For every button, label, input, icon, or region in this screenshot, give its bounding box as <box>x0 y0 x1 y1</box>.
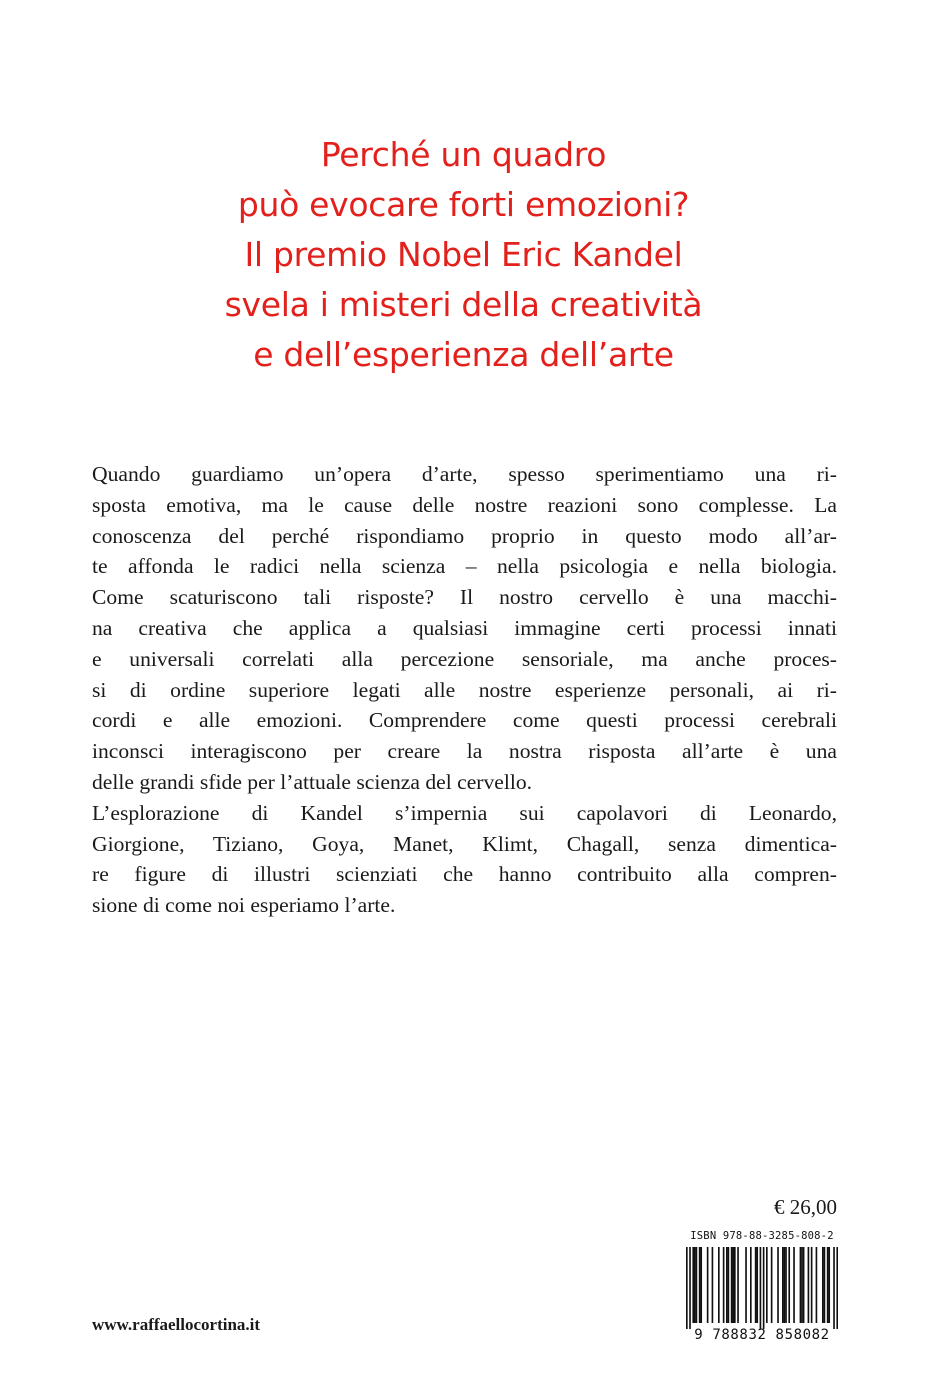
isbn-label: ISBN 978-88-3285-808-2 <box>690 1230 834 1242</box>
barcode-bar <box>686 1247 688 1329</box>
blurb-line: sione di come noi esperiamo l’arte. <box>92 893 396 918</box>
barcode-bar <box>811 1247 813 1323</box>
barcode-bar <box>777 1247 779 1323</box>
barcode-bar <box>723 1247 725 1323</box>
barcode-bar <box>800 1247 802 1323</box>
barcode-bar <box>734 1247 736 1323</box>
barcode <box>686 1230 838 1346</box>
barcode-bar <box>707 1247 709 1323</box>
barcode-bar <box>728 1247 730 1323</box>
barcode-bar <box>763 1247 765 1329</box>
blurb-line: sposta emotiva, ma le cause delle nostre reazioni sono complesse. La <box>92 492 837 517</box>
barcode-bar <box>816 1247 818 1323</box>
blurb-line: Giorgione, Tiziano, Goya, Manet, Klimt, Chagall, senza dimentica- <box>92 831 837 856</box>
barcode-bar <box>836 1247 838 1329</box>
barcode-bar <box>766 1247 768 1323</box>
barcode-bar <box>732 1247 734 1323</box>
blurb-line: te affonda le radici nella scienza – nella psicologia e nella biologia. <box>92 554 837 579</box>
barcode-bar <box>699 1247 701 1323</box>
barcode-bar <box>771 1247 773 1323</box>
price-label: € 26,00 <box>774 1195 837 1219</box>
barcode-bar <box>822 1247 824 1323</box>
barcode-bars <box>686 1247 838 1329</box>
blurb-line: inconsci interagiscono per creare la nostra risposta all’arte è una <box>92 739 837 764</box>
blurb-line: si di ordine superiore legati alle nostre esperienze personali, ai ri- <box>92 677 837 702</box>
barcode-bar <box>808 1247 810 1323</box>
barcode-bar <box>718 1247 720 1323</box>
barcode-bar <box>731 1247 733 1323</box>
headline-line: può evocare forti emozioni? <box>237 185 690 224</box>
barcode-bar <box>689 1247 691 1329</box>
barcode-bar <box>828 1247 830 1323</box>
blurb-line: L’esplorazione di Kandel s’impernia sui capolavori di Leonardo, <box>92 800 837 825</box>
barcode-bar <box>692 1247 694 1323</box>
blurb-line: na creativa che applica a qualsiasi immagine certi processi innati <box>92 615 837 640</box>
barcode-bar <box>793 1247 795 1323</box>
blurb-text <box>92 459 837 921</box>
headline-line: svela i misteri della creatività <box>224 285 703 324</box>
blurb-line: conoscenza del perché rispondiamo proprio in questo modo all’ar- <box>92 523 837 548</box>
barcode-bar <box>750 1247 752 1323</box>
headline-line: Il premio Nobel Eric Kandel <box>244 235 683 274</box>
barcode-bar <box>827 1247 829 1323</box>
barcode-bar <box>737 1247 739 1323</box>
barcode-bar <box>782 1247 784 1323</box>
blurb-line: delle grandi sfide per l’attuale scienza del cervello. <box>92 769 533 794</box>
barcode-bar <box>760 1247 762 1329</box>
headline <box>60 130 867 380</box>
barcode-bar <box>785 1247 787 1323</box>
barcode-bar <box>833 1247 835 1329</box>
blurb-line: re figure di illustri scienziati che hanno contribuito alla compren- <box>92 862 837 887</box>
barcode-bar <box>824 1247 826 1323</box>
publisher-website: www.raffaellocortina.it <box>92 1315 261 1334</box>
barcode-bar <box>801 1247 803 1323</box>
headline-line: Perché un quadro <box>320 135 607 174</box>
barcode-bar <box>755 1247 757 1323</box>
barcode-bar <box>745 1247 747 1323</box>
barcode-bar <box>712 1247 714 1323</box>
blurb-line: cordi e alle emozioni. Comprendere come questi processi cerebrali <box>92 708 837 733</box>
blurb-line: Quando guardiamo un’opera d’arte, spesso sperimentiamo una ri- <box>92 462 837 486</box>
barcode-bar <box>696 1247 698 1323</box>
headline-line: e dell’esperienza dell’arte <box>253 335 674 374</box>
barcode-bar <box>756 1247 758 1323</box>
barcode-bar <box>784 1247 786 1323</box>
barcode-bar <box>700 1247 702 1323</box>
barcode-bar <box>694 1247 696 1323</box>
blurb-line: e universali correlati alla percezione sensoriale, ma anche proces- <box>92 646 837 671</box>
blurb-line: Come scaturiscono tali risposte? Il nostro cervello è una macchi- <box>92 585 837 610</box>
barcode-bar <box>803 1247 805 1323</box>
barcode-bar <box>726 1247 728 1323</box>
barcode-digits: 9 788832 858082 <box>694 1327 830 1343</box>
barcode-bar <box>788 1247 790 1323</box>
